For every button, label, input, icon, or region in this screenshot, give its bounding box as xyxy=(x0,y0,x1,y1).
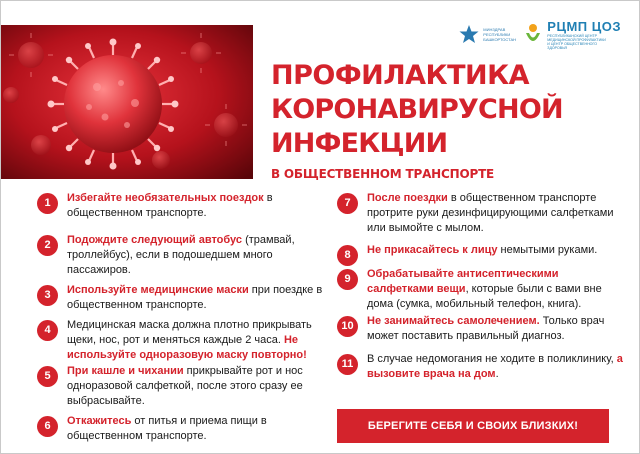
tip-text: от питья и приема пищи в общественном транспорте. xyxy=(67,415,267,442)
tip-9 xyxy=(337,267,627,314)
tip-highlight: Не занимайтесь самолечением. xyxy=(367,315,540,327)
tip-2 xyxy=(37,233,327,283)
tip-number-badge: 9 xyxy=(337,269,358,290)
tip-11 xyxy=(337,352,627,392)
tip-4 xyxy=(37,318,327,364)
tip-10 xyxy=(337,314,627,352)
tip-text: , которые были с вами вне дома (сумка, мобильный телефон, книга). xyxy=(367,283,602,310)
tip-number-badge: 6 xyxy=(37,416,58,437)
logos xyxy=(458,19,621,50)
tip-text: при поездке в общественном транспорте. xyxy=(67,284,323,311)
tip-text: (трамвай, троллейбус), если в подошедшем много пассажиров. xyxy=(67,234,295,276)
tip-1 xyxy=(37,191,327,233)
tip-5 xyxy=(37,364,327,414)
tip-text: немытыми руками. xyxy=(497,244,598,256)
tip-highlight: Не используйте одноразовую маску повторно! xyxy=(67,334,307,361)
tip-8 xyxy=(337,243,627,267)
tip-highlight: Избегайте необязательных поездок xyxy=(67,192,264,204)
rcmp-logo-name: РЦМП ЦОЗ xyxy=(547,19,621,34)
tip-number-badge: 4 xyxy=(37,320,58,341)
tip-highlight: После поездки xyxy=(367,192,448,204)
tip-7 xyxy=(337,191,627,243)
virus-illustration xyxy=(1,25,253,179)
tip-number-badge: 7 xyxy=(337,193,358,214)
tip-number-badge: 10 xyxy=(337,316,358,337)
tips-left-column xyxy=(37,191,327,450)
tip-text: Только врач может поставить правильный диагноз. xyxy=(367,315,605,342)
rcmp-emblem-icon xyxy=(523,23,543,47)
title-line-1: ПРОФИЛАКТИКА xyxy=(271,60,530,91)
closing-banner: БЕРЕГИТЕ СЕБЯ И СВОИХ БЛИЗКИХ! xyxy=(337,409,609,443)
ministry-logo xyxy=(458,24,517,46)
tip-text: в общественном транспорте. xyxy=(67,192,273,219)
tip-number-badge: 2 xyxy=(37,235,58,256)
tip-text: в общественном транспорте протрите руки дезинфицирующими салфетками или вымойте с мылом. xyxy=(367,192,614,234)
tip-text-end: . xyxy=(495,368,499,380)
tips-right-column xyxy=(337,191,627,392)
tip-text: прикрывайте рот и нос одноразовой салфеткой, после этого сразу ее выбрасывайте. xyxy=(67,365,303,407)
tip-number-badge: 1 xyxy=(37,193,58,214)
tip-highlight: При кашле и чихании xyxy=(67,365,184,377)
hero-section xyxy=(1,1,640,179)
tip-highlight: Подождите следующий автобус xyxy=(67,234,243,246)
tip-highlight: Откажитесь xyxy=(67,415,132,427)
tip-highlight: Обрабатывайте антисептическими салфетками вещи xyxy=(367,268,559,295)
tip-6 xyxy=(37,414,327,450)
subtitle: В ОБЩЕСТВЕННОМ ТРАНСПОРТЕ xyxy=(271,167,495,181)
tip-number-badge: 11 xyxy=(337,354,358,375)
ministry-logo-caption: МИНЗДРАВ РЕСПУБЛИКИ БАШКОРТОСТАН xyxy=(483,27,517,42)
tip-text: В случае недомогания не ходите в поликлинику, xyxy=(367,353,617,365)
ministry-emblem-icon xyxy=(458,24,480,46)
tip-highlight: Используйте медицинские маски xyxy=(67,284,249,296)
page-title xyxy=(271,59,640,183)
tip-text: Медицинская маска должна плотно прикрывать щеки, нос, рот и меняться каждые 2 часа. xyxy=(67,319,312,346)
tip-number-badge: 3 xyxy=(37,285,58,306)
title-line-2: КОРОНАВИРУСНОЙ ИНФЕКЦИИ xyxy=(271,94,563,159)
rcmp-logo xyxy=(523,19,621,50)
tip-highlight: а вызовите врача на дом xyxy=(367,353,623,380)
tip-highlight: Не прикасайтесь к лицу xyxy=(367,244,498,256)
rcmp-logo-caption: РЕСПУБЛИКАНСКИЙ ЦЕНТР МЕДИЦИНСКОЙ ПРОФИЛАКТИКИ И ЦЕНТР ОБЩЕСТВЕННОГО ЗДОРОВЬЯ xyxy=(547,34,606,50)
tip-3 xyxy=(37,283,327,318)
tip-number-badge: 8 xyxy=(337,245,358,266)
tip-number-badge: 5 xyxy=(37,366,58,387)
